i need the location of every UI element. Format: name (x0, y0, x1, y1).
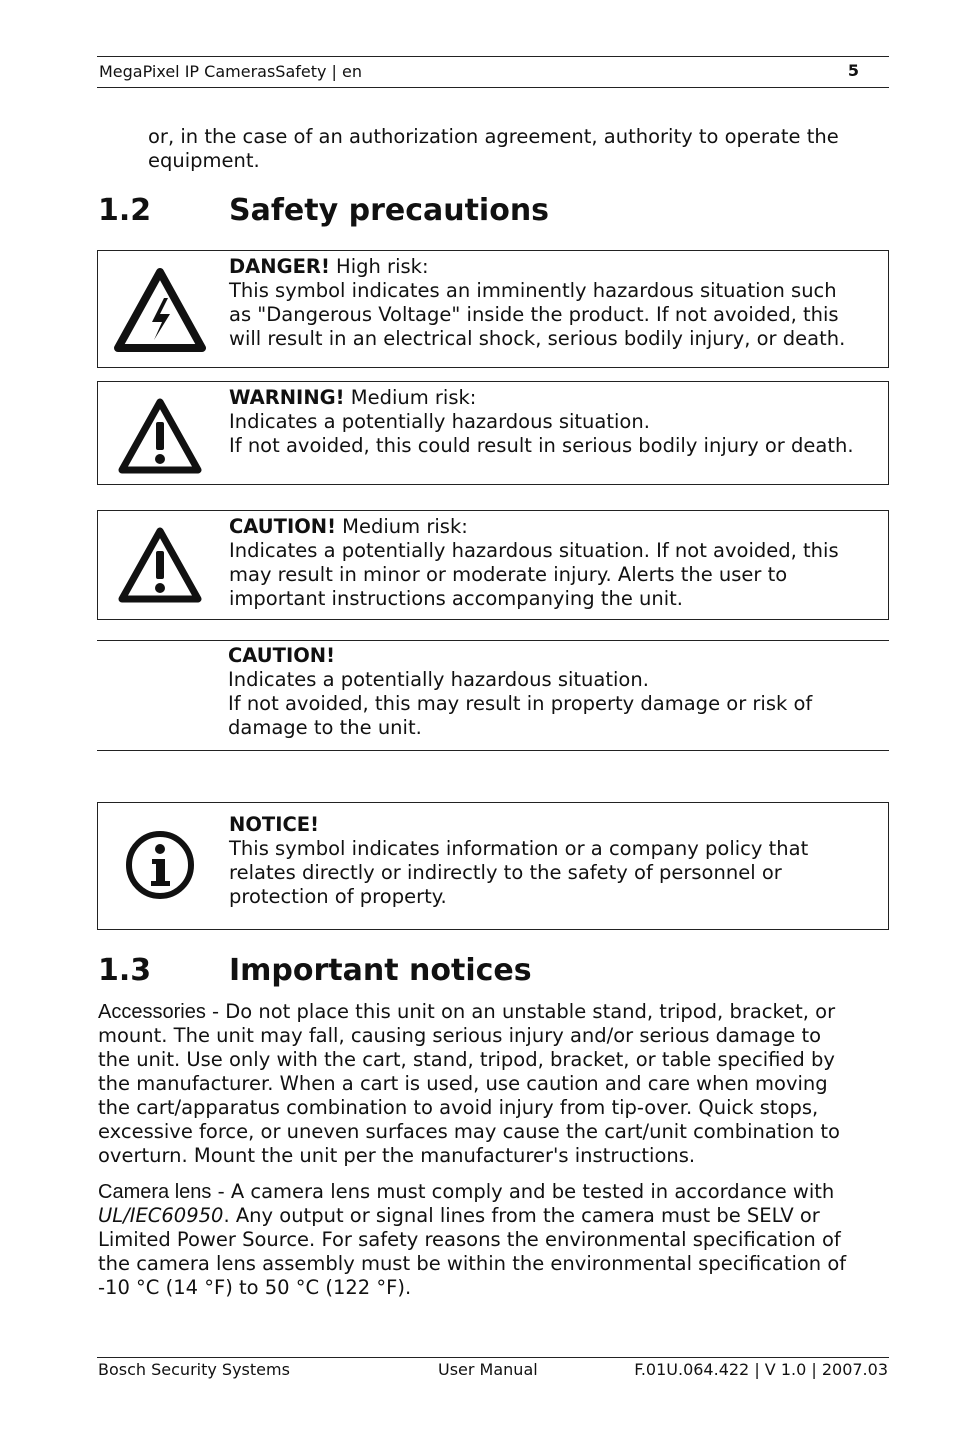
paragraph-line: - A camera lens must comply and be tested in accordance with (211, 1180, 835, 1203)
section-number: 1.2 (98, 193, 152, 228)
warning-level: Medium risk: (344, 386, 477, 409)
section-heading-1-2 (98, 193, 888, 231)
paragraph-line: . Any output or signal lines from the camera must be SELV or (223, 1204, 820, 1227)
footer-document-id: F.01U.064.422 | V 1.0 | 2007.03 (634, 1360, 888, 1379)
notice-label: NOTICE! (229, 813, 319, 836)
danger-level: High risk: (329, 255, 429, 278)
accessories-term: Accessories (98, 1001, 206, 1023)
page-number: 5 (847, 61, 859, 80)
paragraph-line: the camera lens assembly must be within the environmental specification of (98, 1252, 847, 1275)
accessories-paragraph (98, 1000, 890, 1168)
section-title: Important notices (229, 953, 532, 988)
caution-line: important instructions accompanying the unit. (229, 587, 684, 610)
camera-lens-term: Camera lens (98, 1181, 212, 1203)
exclamation-triangle-icon (112, 388, 208, 484)
notice-box (97, 802, 889, 930)
caution-property-line: damage to the unit. (228, 716, 422, 739)
caution-property-line: If not avoided, this may result in property damage or risk of (228, 692, 813, 715)
page-footer (97, 1357, 889, 1379)
notice-line: This symbol indicates information or a company policy that (229, 837, 809, 860)
notice-line: relates directly or indirectly to the safety of personnel or (229, 861, 782, 884)
header-title: MegaPixel IP CamerasSafety | en (99, 62, 363, 81)
intro-paragraph: or, in the case of an authorization agreement, authority to operate the equipment. (148, 125, 839, 172)
paragraph-line: - Do not place this unit on an unstable stand, tripod, bracket, or (205, 1000, 836, 1023)
paragraph-line: mount. The unit may fall, causing serious injury and/or serious damage to (98, 1024, 822, 1047)
warning-box (97, 381, 889, 485)
caution-text (229, 515, 888, 611)
danger-line: as "Dangerous Voltage" inside the product. If not avoided, this (229, 303, 839, 326)
caution-level: Medium risk: (335, 515, 468, 538)
paragraph-line: the manufacturer. When a cart is used, use caution and care when moving (98, 1072, 828, 1095)
section-title: Safety precautions (229, 193, 550, 228)
paragraph-line: overturn. Mount the unit per the manufacturer's instructions. (98, 1144, 696, 1167)
warning-text (229, 386, 888, 458)
caution-line: Indicates a potentially hazardous situation. If not avoided, this (229, 539, 839, 562)
warning-label: WARNING! (229, 386, 345, 409)
high-voltage-icon (112, 264, 208, 360)
caution-label: CAUTION! (229, 515, 336, 538)
caution-property-line: Indicates a potentially hazardous situation. (228, 668, 649, 691)
paragraph-line: excessive force, or uneven surfaces may cause the cart/unit combination to (98, 1120, 840, 1143)
footer-document-type: User Manual (438, 1360, 538, 1379)
caution-box (97, 510, 889, 620)
info-icon (112, 817, 208, 913)
caution-property-text (228, 644, 889, 740)
danger-text (229, 255, 888, 351)
caution-property-label: CAUTION! (228, 644, 335, 667)
footer-company: Bosch Security Systems (98, 1360, 290, 1379)
warning-line: Indicates a potentially hazardous situation. (229, 410, 650, 433)
paragraph-line: the cart/apparatus combination to avoid injury from tip-over. Quick stops, (98, 1096, 819, 1119)
notice-line: protection of property. (229, 885, 447, 908)
danger-line: This symbol indicates an imminently hazardous situation such (229, 279, 837, 302)
section-heading-1-3 (98, 953, 888, 991)
caution-line: may result in minor or moderate injury. Alerts the user to (229, 563, 788, 586)
notice-text (229, 813, 888, 909)
paragraph-line: Limited Power Source. For safety reasons the environmental specification of (98, 1228, 841, 1251)
page-header (97, 56, 889, 88)
danger-box (97, 250, 889, 368)
paragraph-line: the unit. Use only with the cart, stand, tripod, bracket, or table specified by (98, 1048, 835, 1071)
danger-label: DANGER! (229, 255, 330, 278)
paragraph-line: -10 °C (14 °F) to 50 °C (122 °F). (98, 1276, 412, 1299)
caution-property-block (97, 640, 889, 751)
standard-reference: UL/IEC60950 (98, 1204, 224, 1227)
warning-line: If not avoided, this could result in serious bodily injury or death. (229, 434, 854, 457)
exclamation-triangle-icon (112, 517, 208, 613)
camera-lens-paragraph (98, 1180, 890, 1300)
danger-line: will result in an electrical shock, serious bodily injury, or death. (229, 327, 846, 350)
section-number: 1.3 (98, 953, 152, 988)
